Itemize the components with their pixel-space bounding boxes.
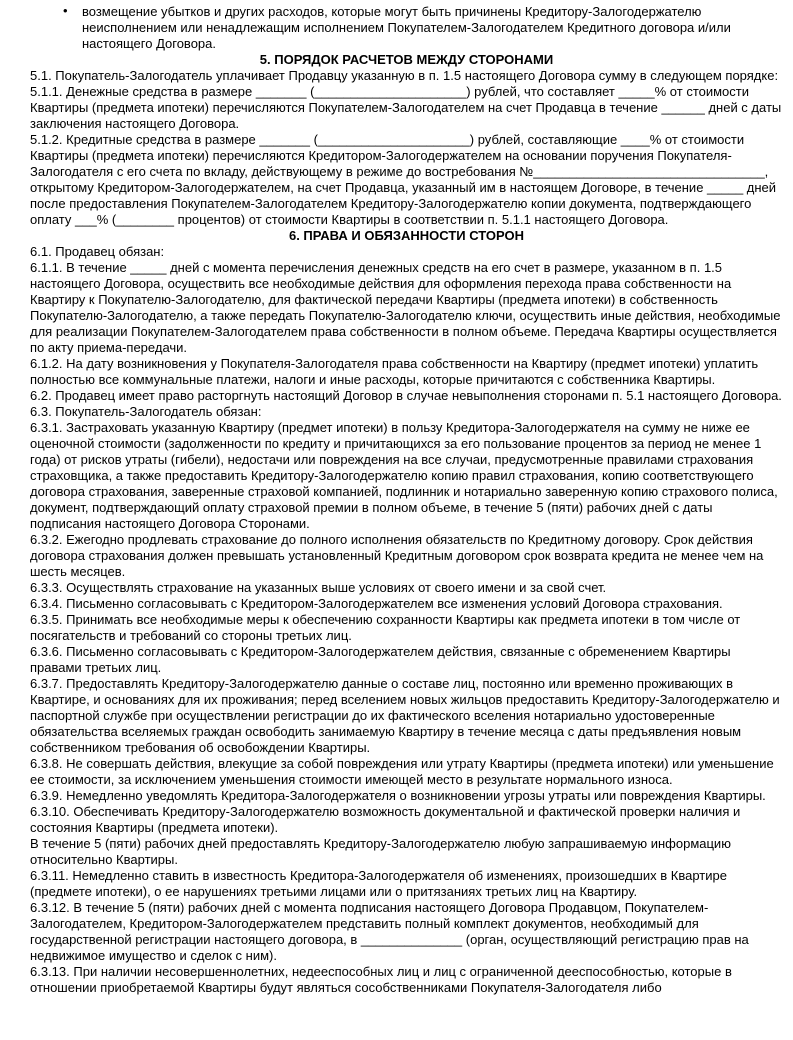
document-paragraph: 6.3.6. Письменно согласовывать с Кредитором-Залогодержателем действия, связанные с обременением Квартиры правами третьих лиц.: [30, 644, 735, 675]
bullet-item-text: возмещение убытков и других расходов, которые могут быть причинены Кредитору-Залогодержателю неисполнением или ненадлежащим исполнением Покупателем-Залогодателем Кредитного договора и/или настоящего Договора.: [82, 4, 735, 51]
document-paragraph: 6.3.4. Письменно согласовывать с Кредитором-Залогодержателем все изменения условий Договора страхования.: [30, 596, 723, 611]
document-paragraph: 6.3.9. Немедленно уведомлять Кредитора-Залогодержателя о возникновении угрозы утраты или повреждения Квартиры.: [30, 788, 766, 803]
document-paragraph: 6.3.2. Ежегодно продлевать страхование до полного исполнения обязательств по Кредитному договору. Срок действия договора страхования должен превышать установленный Кредитным договором срок возврата кредита не менее чем на шесть месяцев.: [30, 532, 768, 579]
document-paragraph: 6.3.1. Застраховать указанную Квартиру (предмет ипотеки) в пользу Кредитора-Залогодержателя на сумму не ниже ее оценочной стоимости (задолженности по кредиту и причитающихся за его пользование процентов за период не менее 1 года) от рисков утраты (гибели), недостачи или повреждения на все случаи, предусмотренные правилами страхования страховщика, а также предоставить Кредитору-Залогодержателю копию правил страхования, копию соответствующего договора страхования, заверенные страховой компанией, подлинник и нотариально заверенную копию страхового полиса, документ, подтверждающий оплату страховой премии в полном объеме, в течение 5 (пяти) рабочих дней с даты подписания настоящего Договора Сторонами.: [30, 420, 782, 531]
document-paragraph: 6.3. Покупатель-Залогодатель обязан:: [30, 404, 262, 419]
document-paragraph: 6.3.13. При наличии несовершеннолетних, недееспособных лиц и лиц с ограниченной дееспособностью, которые в отношении приобретаемой Квартиры будут являться сособственниками Покупателя-Залогодателя либо: [30, 964, 736, 995]
document-paragraph: 6.3.8. Не совершать действия, влекущие за собой повреждения или утрату Квартиры (предмета ипотеки) или уменьшение ее стоимости, за исключением уменьшения стоимости имеющей место в результате нормального износа.: [30, 756, 778, 787]
bullet-icon: •: [63, 3, 68, 18]
document-paragraph: 6.3.12. В течение 5 (пяти) рабочих дней с момента подписания настоящего Договора Продавцом, Покупателем-Залогодателем, Кредитором-Залогодержателем представить полный комплект документов, необходимый для государственной регистрации настоящего договора, в ______________ (орган, осуществляющий регистрацию прав на недвижимое имущество и сделок с ним).: [30, 900, 753, 963]
document-paragraph: 6.3.5. Принимать все необходимые меры к обеспечению сохранности Квартиры как предмета ипотеки в том числе от посягательств и требований со стороны третьих лиц.: [30, 612, 744, 643]
section-heading: 5. ПОРЯДОК РАСЧЕТОВ МЕЖДУ СТОРОНАМИ: [259, 52, 554, 67]
document-paragraph: 6.1.1. В течение _____ дней с момента перечисления денежных средств на его счет в размере, указанном в п. 1.5 настоящего Договора, осуществить все необходимые действия для оформления перехода права собственности на Квартиру к Покупателю-Залогодателю, для фактической передачи Квартиры (предмета ипотеки) в собственность Покупателю-Залогодателю, а также передать Покупателю-Залогодателю ключи, осуществить иные действия, необходимые для реализации Покупателем-Залогодателем права собственности в полном объеме. Передача Квартиры осуществляется по акту приема-передачи.: [30, 260, 785, 355]
document-paragraph: 6.1.2. На дату возникновения у Покупателя-Залогодателя права собственности на Квартиру (предмет ипотеки) уплатить полностью все коммунальные платежи, налоги и иные расходы, которые причитаются с собственника Квартиры.: [30, 356, 762, 387]
document-paragraph: 5.1.1. Денежные средства в размере _______ (_____________________) рублей, что составляет _____% от стоимости Квартиры (предмета ипотеки) перечисляются Покупателем-Залогодателем на счет Продавца в течение ______ дней с даты заключения настоящего Договора.: [30, 84, 785, 131]
document-paragraph: 6.3.10. Обеспечивать Кредитору-Залогодержателю возможность документальной и фактической проверки наличия и состояния Квартиры (предмета ипотеки).: [30, 804, 744, 835]
document-paragraph: 6.3.7. Предоставлять Кредитору-Залогодержателю данные о составе лиц, постоянно или временно проживающих в Квартире, и основаниях для их проживания; перед вселением новых жильцов предоставить Кредитору-Залогодержателю и паспортной службе при осуществлении регистрации до их фактического вселения нотариально удостоверенные обязательства вселяемых граждан освободить занимаемую Квартиру в течение месяца с даты предъявления новым собственником требования об освобождении Квартиры.: [30, 676, 784, 755]
document-paragraph: 6.3.11. Немедленно ставить в известность Кредитора-Залогодержателя об изменениях, произошедших в Квартире (предмете ипотеки), о ее нарушениях третьими лицами или о притязаниях третьих лиц на Квартиру.: [30, 868, 731, 899]
document-paragraph: 6.1. Продавец обязан:: [30, 244, 165, 259]
document-paragraph: 5.1. Покупатель-Залогодатель уплачивает Продавцу указанную в п. 1.5 настоящего Договора сумму в следующем порядке:: [30, 68, 779, 83]
document-paragraph: 6.2. Продавец имеет право расторгнуть настоящий Договор в случае невыполнения сторонами п. 5.1 настоящего Договора.: [30, 388, 782, 403]
bullet-list-item: [30, 4, 783, 52]
section-heading: 6. ПРАВА И ОБЯЗАННОСТИ СТОРОН: [288, 228, 525, 243]
document-paragraph: 6.3.3. Осуществлять страхование на указанных выше условиях от своего имени и за свой счет.: [30, 580, 607, 595]
document-paragraph: 5.1.2. Кредитные средства в размере _______ (_____________________) рублей, составляющие ____% от стоимости Квартиры (предмета ипотеки) перечисляются Кредитором-Залогодержателем на основании поручения Покупателя-Залогодателя с его счета по вкладу, действующему в режиме до востребования №________________________________, открытому Кредитором-Залогодержателем, на счет Продавца, указанный им в настоящем Договоре, в течение _____ дней после предоставления Покупателем-Залогодателем Кредитору-Залогодержателю копии документа, подтверждающего оплату ___% (________ процентов) от стоимости Квартиры в соответствии п. 5.1.1 настоящего Договора.: [30, 132, 780, 227]
document-paragraph: В течение 5 (пяти) рабочих дней предоставлять Кредитору-Залогодержателю любую запрашиваемую информацию относительно Квартиры.: [30, 836, 735, 867]
